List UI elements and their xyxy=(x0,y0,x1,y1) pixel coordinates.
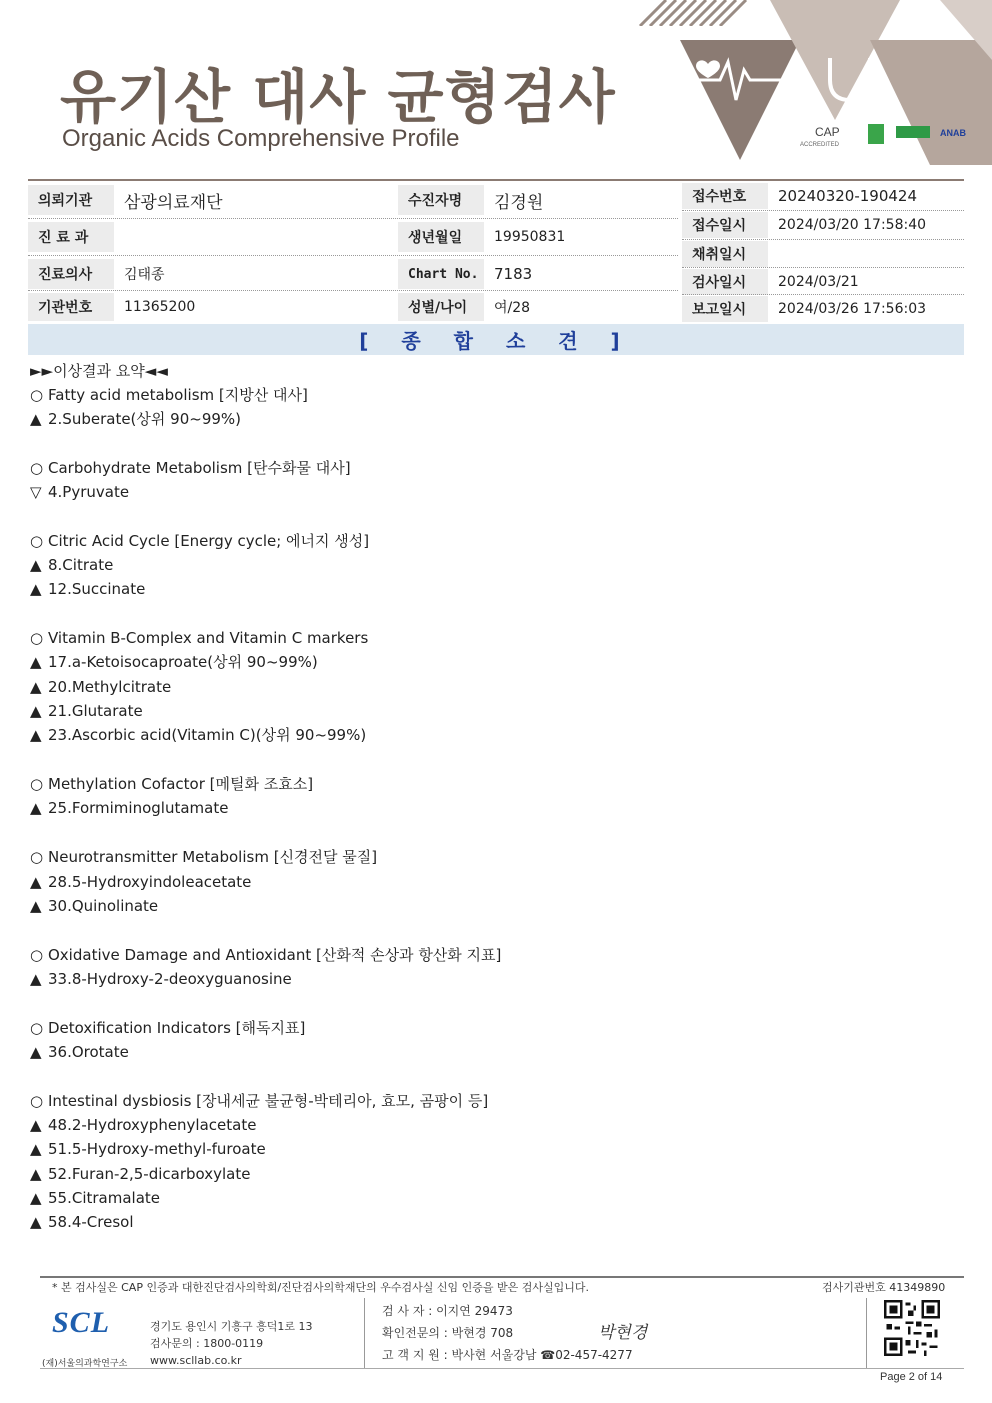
lab-inquiry: 검사문의 : 1800-0119 xyxy=(150,1337,264,1350)
list-item: ○ Detoxification Indicators [해독지표] xyxy=(30,1019,306,1037)
findings-heading: ►►이상결과 요약◄◄ xyxy=(30,362,168,380)
list-item: ▲ 21.Glutarate xyxy=(30,702,143,720)
signature: 박현경 xyxy=(598,1323,648,1343)
collection-date-value xyxy=(770,241,964,267)
staff-info xyxy=(382,1300,633,1366)
list-item: ○ Neurotransmitter Metabolism [신경전달 물질] xyxy=(30,848,378,866)
list-item: ▲ 2.Suberate(상위 90~99%) xyxy=(30,410,242,428)
department-value xyxy=(116,222,396,252)
footer-divider xyxy=(40,1276,964,1278)
test-date-label: 검사일시 xyxy=(682,269,768,295)
scl-logo: SCL xyxy=(52,1306,111,1339)
list-item: ▲ 20.Methylcitrate xyxy=(30,678,172,696)
lab-website[interactable]: www.scllab.co.kr xyxy=(150,1354,242,1367)
patient-name-value: 김경원 xyxy=(494,192,544,213)
lm-logo xyxy=(868,124,884,144)
doctor-value: 김태종 xyxy=(124,267,165,283)
list-item: ▲ 30.Quinolinate xyxy=(30,897,159,915)
receipt-date-value: 2024/03/20 17:58:40 xyxy=(778,217,927,233)
collection-date-label: 채취일시 xyxy=(682,241,768,267)
test-date-value: 2024/03/21 xyxy=(778,274,859,290)
list-item: ▲ 48.2-Hydroxyphenylacetate xyxy=(30,1116,257,1134)
list-item: ▲ 25.Formiminoglutamate xyxy=(30,799,229,817)
chart-number-value: 7183 xyxy=(494,265,533,283)
institution-label: 의뢰기관 xyxy=(28,185,114,215)
list-item: ▲ 58.4-Cresol xyxy=(30,1213,134,1231)
list-item: ▲ 17.a-Ketoisocaproate(상위 90~99%) xyxy=(30,653,318,671)
svg-text:ANAB: ANAB xyxy=(940,128,966,138)
list-item: ○ Vitamin B-Complex and Vitamin C markers xyxy=(30,629,369,647)
institution-number-value: 11365200 xyxy=(124,299,196,315)
customer-support: 고 객 지 원 : 박사현 서울강남 ☎02-457-4277 xyxy=(382,1348,633,1362)
list-item: ▲ 36.Orotate xyxy=(30,1043,129,1061)
lab-registration-number: 검사기관번호 41349890 xyxy=(822,1281,946,1294)
accreditation-note: * 본 검사실은 CAP 인증과 대한진단검사의학회/진단검사의학재단의 우수검사실 신임 인증을 받은 검사실입니다. xyxy=(52,1281,590,1294)
list-item: ▲ 55.Citramalate xyxy=(30,1189,161,1207)
report-date-value: 2024/03/26 17:56:03 xyxy=(778,301,927,317)
department-label: 진 료 과 xyxy=(28,222,114,252)
list-item: ▲ 23.Ascorbic acid(Vitamin C)(상위 90~99%) xyxy=(30,726,367,744)
list-item: ▲ 51.5-Hydroxy-methyl-furoate xyxy=(30,1140,266,1158)
list-item: ▲ 33.8-Hydroxy-2-deoxyguanosine xyxy=(30,970,292,988)
footer-separator xyxy=(866,1298,867,1368)
sex-age-value: 여/28 xyxy=(494,300,531,316)
cap-accredited-logo xyxy=(800,125,840,148)
qr-code-icon xyxy=(884,1300,940,1356)
patient-info-table xyxy=(28,179,964,326)
receipt-number-value: 20240320-190424 xyxy=(778,187,918,205)
institution-number-label: 기관번호 xyxy=(28,293,114,321)
receipt-date-label: 접수일시 xyxy=(682,212,768,238)
list-item: ▲ 8.Citrate xyxy=(30,556,114,574)
list-item: ○ Oxidative Damage and Antioxidant [산화적 손상과 항산화 지표] xyxy=(30,946,502,964)
list-item: ○ Citric Acid Cycle [Energy cycle; 에너지 생성] xyxy=(30,532,370,550)
report-date-label: 보고일시 xyxy=(682,296,768,322)
examiner: 검 사 자 : 이지연 29473 xyxy=(382,1304,513,1318)
page-title-english: Organic Acids Comprehensive Profile xyxy=(62,125,460,152)
lab-name: (재)서울의과학연구소 xyxy=(42,1359,128,1369)
list-item: ▲ 52.Furan-2,5-dicarboxylate xyxy=(30,1165,251,1183)
header-illustration xyxy=(640,0,992,165)
doctor-label: 진료의사 xyxy=(28,259,114,289)
list-item: ▲ 28.5-Hydroxyindoleacetate xyxy=(30,873,252,891)
patient-name-label: 수진자명 xyxy=(398,185,484,215)
page-number: Page 2 of 14 xyxy=(880,1371,943,1383)
sex-age-label: 성별/나이 xyxy=(398,293,484,321)
svg-text:ACCREDITED: ACCREDITED xyxy=(800,142,840,148)
list-item: ▽ 4.Pyruvate xyxy=(30,483,130,501)
list-item: ○ Carbohydrate Metabolism [탄수화물 대사] xyxy=(30,459,351,477)
birthdate-label: 생년월일 xyxy=(398,222,484,252)
institution-value: 삼광의료재단 xyxy=(124,192,223,213)
summary-section-title: [ 종 합 소 견 ] xyxy=(359,329,633,353)
list-item: ○ Intestinal dysbiosis [장내세균 불균형-박테리아, 효모, 곰팡이 등] xyxy=(30,1092,489,1110)
footer-separator xyxy=(364,1298,365,1368)
lab-contact xyxy=(150,1318,313,1369)
list-item: ▲ 12.Succinate xyxy=(30,580,146,598)
kolas-logo xyxy=(896,126,930,138)
lab-address: 경기도 용인시 기흥구 흥덕1로 13 xyxy=(150,1320,313,1333)
receipt-number-label: 접수번호 xyxy=(682,183,768,209)
confirming-specialist: 확인전문의 : 박현경 708 xyxy=(382,1326,514,1340)
page-title-korean: 유기산 대사 균형검사 xyxy=(60,63,616,131)
list-item: ○ Methylation Cofactor [메틸화 조효소] xyxy=(30,775,314,793)
svg-text:CAP: CAP xyxy=(815,125,840,139)
birthdate-value: 19950831 xyxy=(494,229,566,245)
list-item: ○ Fatty acid metabolism [지방산 대사] xyxy=(30,386,308,404)
anab-logo xyxy=(940,128,966,138)
chart-number-label: Chart No. xyxy=(398,259,484,289)
